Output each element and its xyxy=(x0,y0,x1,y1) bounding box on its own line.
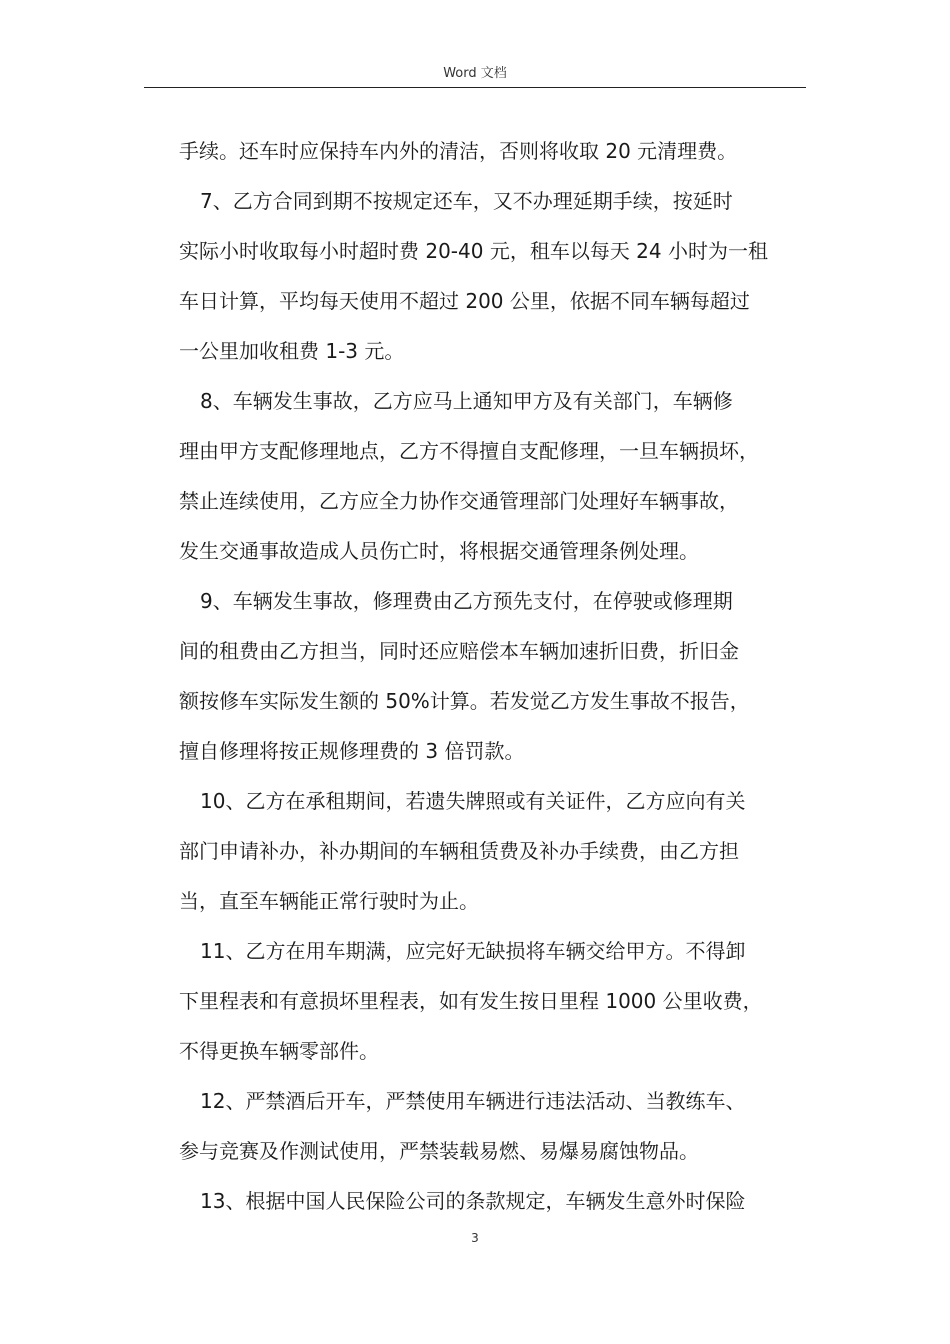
text-line: 间的租费由乙方担当，同时还应赔偿本车辆加速折旧费，折旧金 xyxy=(179,639,739,663)
text-line: 禁止连续使用，乙方应全力协作交通管理部门处理好车辆事故， xyxy=(179,489,739,513)
page-header: Word 文档 xyxy=(443,66,507,81)
text-line: 实际小时收取每小时超时费 20-40 元，租车以每天 24 小时为一租 xyxy=(179,239,768,263)
text-line: 部门申请补办，补办期间的车辆租赁费及补办手续费，由乙方担 xyxy=(179,839,739,863)
text-line: 8、车辆发生事故，乙方应马上通知甲方及有关部门，车辆修 xyxy=(200,389,733,413)
page-number: 3 xyxy=(471,1231,479,1245)
text-line: 不得更换车辆零部件。 xyxy=(179,1039,379,1063)
text-line: 擅自修理将按正规修理费的 3 倍罚款。 xyxy=(179,739,525,763)
text-line: 13、根据中国人民保险公司的条款规定，车辆发生意外时保险 xyxy=(200,1189,746,1213)
header-divider xyxy=(144,87,806,88)
text-line: 下里程表和有意损坏里程表，如有发生按日里程 1000 公里收费， xyxy=(179,989,763,1013)
text-line: 理由甲方支配修理地点，乙方不得擅自支配修理，一旦车辆损坏， xyxy=(179,439,759,463)
text-line: 额按修车实际发生额的 50%计算。若发觉乙方发生事故不报告， xyxy=(179,689,750,713)
text-line: 发生交通事故造成人员伤亡时，将根据交通管理条例处理。 xyxy=(179,539,699,563)
text-line: 9、车辆发生事故，修理费由乙方预先支付，在停驶或修理期 xyxy=(200,589,733,613)
text-line: 10、乙方在承租期间，若遗失牌照或有关证件，乙方应向有关 xyxy=(200,789,746,813)
text-line: 车日计算，平均每天使用不超过 200 公里，依据不同车辆每超过 xyxy=(179,289,750,313)
text-line: 手续。还车时应保持车内外的清洁，否则将收取 20 元清理费。 xyxy=(179,139,738,163)
document-body xyxy=(179,126,819,1226)
text-line: 一公里加收租费 1-3 元。 xyxy=(179,339,405,363)
text-line: 当，直至车辆能正常行驶时为止。 xyxy=(179,889,479,913)
text-line: 7、乙方合同到期不按规定还车，又不办理延期手续，按延时 xyxy=(200,189,733,213)
text-line: 12、严禁酒后开车，严禁使用车辆进行违法活动、当教练车、 xyxy=(200,1089,746,1113)
text-line: 11、乙方在用车期满，应完好无缺损将车辆交给甲方。不得卸 xyxy=(200,939,746,963)
text-line: 参与竞赛及作测试使用，严禁装载易燃、易爆易腐蚀物品。 xyxy=(179,1139,699,1163)
